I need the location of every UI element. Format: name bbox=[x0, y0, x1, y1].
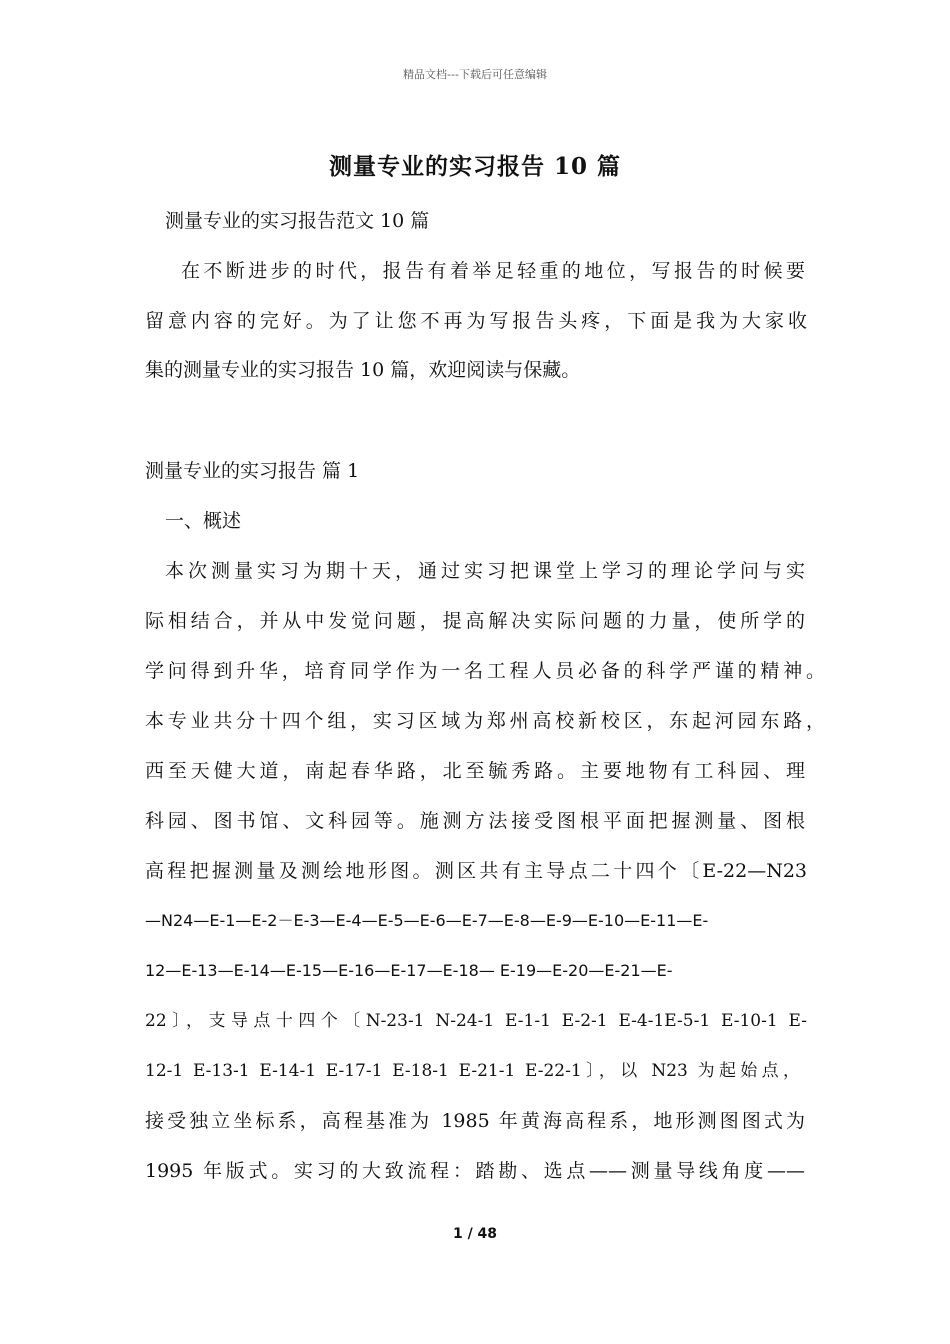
body-line-5: 西至天健大道，南起春华路，北至毓秀路。主要地物有工科园、理 bbox=[145, 760, 805, 782]
body-line-8: —N24—E-1—E-2－E-3—E-4—E-5—E-6—E-7—E-8—E-9—E-10—E-11—E- bbox=[145, 911, 709, 930]
body-line-11: 12-1 E-13-1 E-14-1 E-17-1 E-18-1 E-21-1 E-22-1〕，以 N23 为起始点， bbox=[145, 1061, 800, 1081]
body-line-6: 科园、图书馆、文科园等。施测方法接受图根平面把握测量、图根 bbox=[145, 810, 805, 832]
body-line-9: 12—E-13—E-14—E-15—E-16—E-17—E-18— E-19—E-20—E-21—E- bbox=[145, 961, 673, 980]
intro-line-2: 留意内容的完好。为了让您不再为写报告头疼，下面是我为大家收 bbox=[145, 310, 807, 332]
body-line-3: 学问得到升华，培育同学作为一名工程人员必备的科学严谨的精神。 bbox=[145, 660, 825, 682]
body-line-10: 22〕，支导点十四个〔N-23-1 N-24-1 E-1-1 E-2-1 E-4-1E-5-1 E-10-1 E- bbox=[145, 1011, 807, 1031]
page-header: 精品文档---下载后可任意编辑 bbox=[403, 68, 547, 81]
body-line-12: 接受独立坐标系，高程基准为 1985 年黄海高程系，地形测图图式为 bbox=[145, 1110, 805, 1132]
body-line-4: 本专业共分十四个组，实习区域为郑州高校新校区，东起河园东路， bbox=[145, 710, 825, 732]
body-line-1: 本次测量实习为期十天，通过实习把课堂上学习的理论学问与实 bbox=[165, 560, 805, 582]
body-line-2: 际相结合，并从中发觉问题，提高解决实际问题的力量，使所学的 bbox=[145, 610, 805, 632]
body-line-13: 1995 年版式。实习的大致流程：踏勘、选点——测量导线角度—— bbox=[145, 1160, 805, 1182]
page-number: 1 / 48 bbox=[452, 1226, 498, 1242]
document-subtitle: 测量专业的实习报告范文 10 篇 bbox=[165, 210, 430, 232]
intro-line-3: 集的测量专业的实习报告 10 篇，欢迎阅读与保藏。 bbox=[145, 359, 581, 381]
subsection-heading: 一、概述 bbox=[165, 510, 242, 532]
document-title: 测量专业的实习报告 10 篇 bbox=[328, 153, 622, 180]
section-heading: 测量专业的实习报告 篇 1 bbox=[145, 460, 360, 482]
intro-line-1: 在不断进步的时代，报告有着举足轻重的地位，写报告的时候要 bbox=[181, 260, 805, 282]
body-line-7: 高程把握测量及测绘地形图。测区共有主导点二十四个〔E-22—N23 bbox=[145, 860, 807, 882]
